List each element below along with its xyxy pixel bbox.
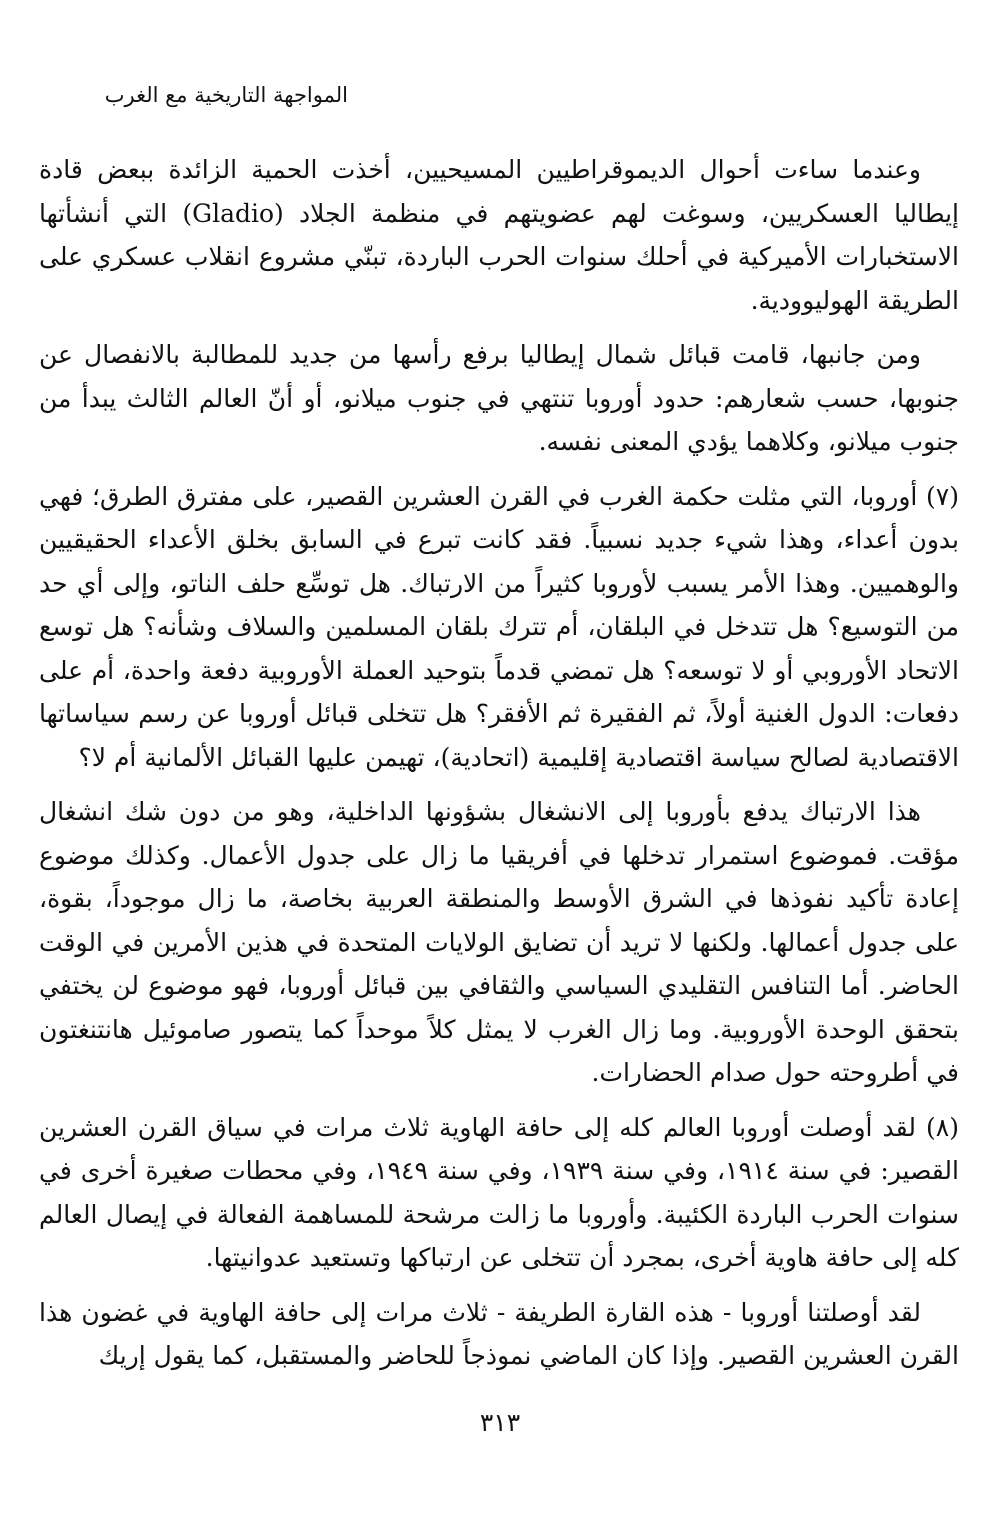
body-text bbox=[39, 148, 959, 1378]
page-number: ٣١٣ bbox=[479, 1408, 521, 1437]
paragraph-2: ومن جانبها، قامت قبائل شمال إيطاليا برفع رأسها من جديد للمطالبة بالانفصال عن جنوبها، حسب شعارهم: حدود أوروبا تنتهي في جنوب ميلانو، أو أنّ العالم الثالث يبدأ من جنوب ميلانو، وكلاهما يؤدي المعنى نفسه. bbox=[39, 340, 959, 456]
paragraph-6: لقد أوصلتنا أوروبا - هذه القارة الطريفة - ثلاث مرات إلى حافة الهاوية في غضون هذا القرن العشرين القصير. وإذا كان الماضي نموذجاً للحاضر والمستقبل، كما يقول إريك bbox=[39, 1297, 959, 1370]
running-header: المواجهة التاريخية مع الغرب bbox=[104, 83, 348, 107]
paragraph-1: وعندما ساءت أحوال الديموقراطيين المسيحيين، أخذت الحمية الزائدة ببعض قادة إيطاليا العسكريين، وسوغت لهم عضويتهم في منظمة الجلاد (Gladio) التي أنشأتها الاستخبارات الأميركية في أحلك سنوات الحرب الباردة، تبنّي مشروع انقلاب عسكري على الطريقة الهوليوودية. bbox=[39, 155, 959, 315]
paragraph-5: (٨) لقد أوصلت أوروبا العالم كله إلى حافة الهاوية ثلاث مرات في سياق القرن العشرين القصير: في سنة ١٩١٤، وفي سنة ١٩٣٩، وفي سنة ١٩٤٩، وفي محطات صغيرة أخرى في سنوات الحرب الباردة الكئيبة. وأوروبا ما زالت مرشحة للمساهمة الفعالة في إيصال العالم كله إلى حافة هاوية أخرى، بمجرد أن تتخلى عن ارتباكها وتستعيد عدوانيتها. bbox=[39, 1112, 959, 1272]
paragraph-3: (٧) أوروبا، التي مثلت حكمة الغرب في القرن العشرين القصير، على مفترق الطرق؛ فهي بدون أعداء، وهذا شيء جديد نسبياً. فقد كانت تبرع في السابق بخلق الأعداء الحقيقيين والوهميين. وهذا الأمر يسبب لأوروبا كثيراً من الارتباك. هل توسِّع حلف الناتو، وإلى أي حد من التوسيع؟ هل تتدخل في البلقان، أم تترك بلقان المسلمين والسلاف وشأنه؟ هل توسع الاتحاد الأوروبي أو لا توسعه؟ هل تمضي قدماً بتوحيد العملة الأوروبية دفعة واحدة، أم على دفعات: الدول الغنية أولاً، ثم الفقيرة ثم الأفقر؟ هل تتخلى قبائل أوروبا عن رسم سياساتها الاقتصادية لصالح سياسة اقتصادية إقليمية (اتحادية)، تهيمن عليها القبائل الألمانية أم لا؟ bbox=[39, 481, 959, 772]
paragraph-4: هذا الارتباك يدفع بأوروبا إلى الانشغال بشؤونها الداخلية، وهو من دون شك انشغال مؤقت. فموضوع استمرار تدخلها في أفريقيا ما زال على جدول الأعمال. وكذلك موضوع إعادة تأكيد نفوذها في الشرق الأوسط والمنطقة العربية بخاصة، ما زال موجوداً، بقوة، على جدول أعمالها. ولكنها لا تريد أن تضايق الولايات المتحدة في هذين الأمرين في الوقت الحاضر. أما التنافس التقليدي السياسي والثقافي بين قبائل أوروبا، فهو موضوع لن يختفي بتحقق الوحدة الأوروبية. وما زال الغرب لا يمثل كلاً موحداً كما يتصور صاموئيل هانتنغتون في أطروحته حول صدام الحضارات. bbox=[39, 797, 959, 1087]
